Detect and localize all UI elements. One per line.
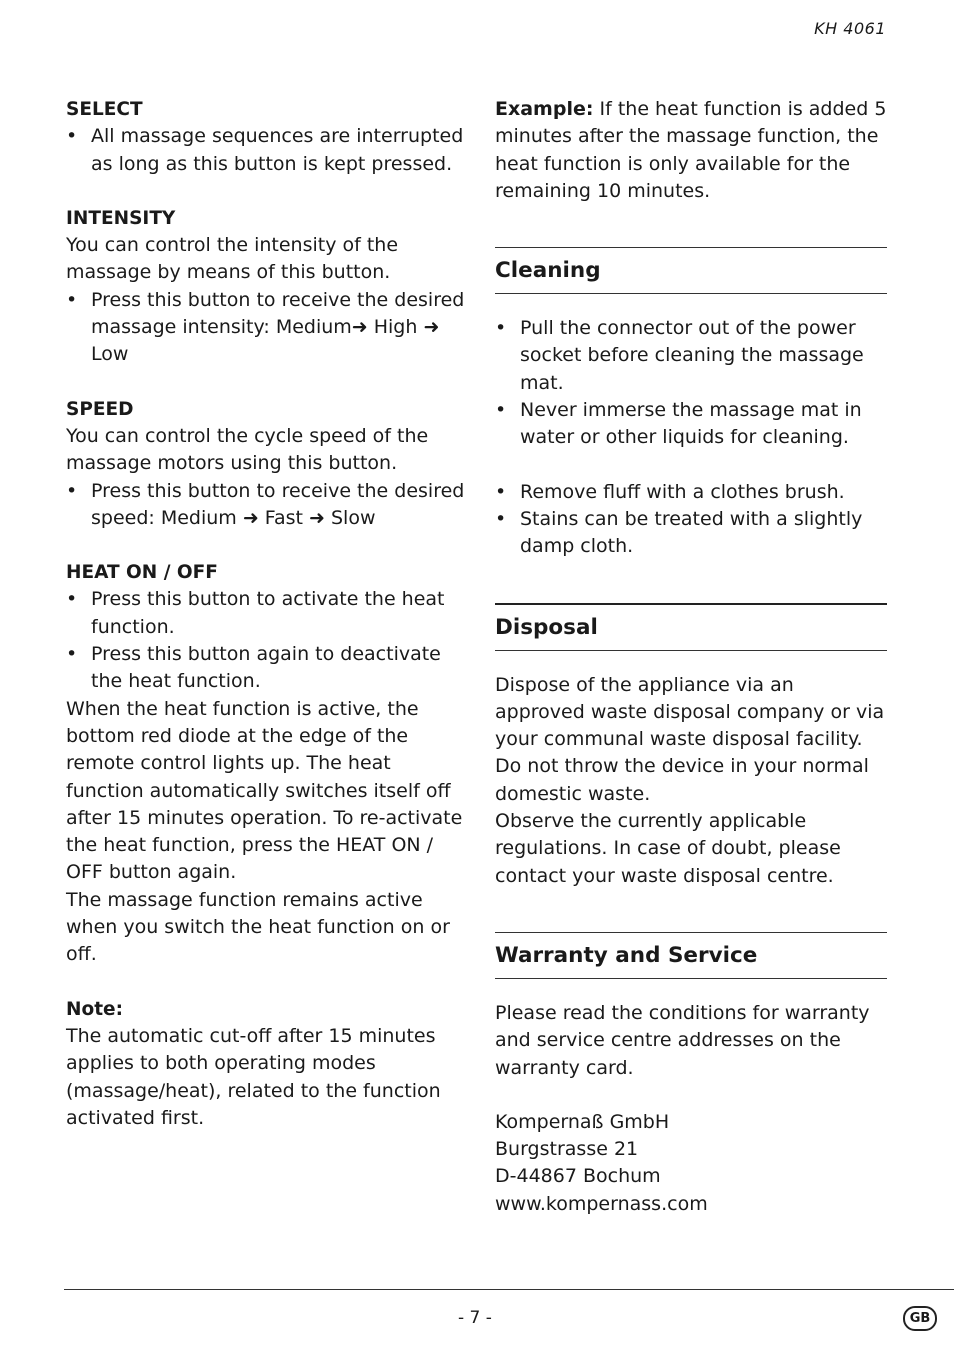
list-item: • Stains can be treated with a slightly damp cloth. xyxy=(495,506,887,561)
address-line: Burgstrasse 21 xyxy=(495,1138,639,1161)
language-badge: GB xyxy=(903,1306,937,1331)
intensity-list xyxy=(66,287,466,369)
speed-heading: SPEED xyxy=(66,398,134,420)
disposal-heading: Disposal xyxy=(495,614,598,640)
warranty-section-header xyxy=(495,932,887,979)
list-item: • Pull the connector out of the power socket before cleaning the massage mat. xyxy=(495,315,887,397)
disposal-text-2: Do not throw the device in your normal domestic waste. xyxy=(495,755,869,805)
list-item: • Press this button to activate the heat function. xyxy=(66,586,466,641)
cleaning-list-2 xyxy=(495,479,887,561)
heat-list xyxy=(66,586,466,695)
speed-text: You can control the cycle speed of the massage motors using this button. xyxy=(66,424,429,475)
website-link[interactable]: www.kompernass.com xyxy=(495,1192,708,1215)
footer-divider xyxy=(64,1289,954,1290)
intensity-heading: INTENSITY xyxy=(66,207,176,229)
list-item: • Press this button again to deactivate the heat function. xyxy=(66,641,466,696)
select-heading: SELECT xyxy=(66,99,143,120)
intensity-text: You can control the intensity of the massage by means of this button. xyxy=(66,234,399,284)
address-block xyxy=(495,1109,887,1218)
list-item: • Never immerse the massage mat in water or other liquids for cleaning. xyxy=(495,397,887,452)
model-number: KH 4061 xyxy=(814,19,886,38)
speed-list xyxy=(66,478,466,533)
heat-text-1: When the heat function is active, the bottom red diode at the edge of the remote control lights up. The heat function automatically switches itself off after 15 minutes operation. To re-activate the heat function, press the HEAT ON / OFF button again. xyxy=(66,697,463,884)
note-heading: Note: xyxy=(66,998,123,1020)
disposal-section-header xyxy=(495,603,887,651)
list-item: • Remove fluff with a clothes brush. xyxy=(495,479,887,506)
example-text: If the heat function is added 5 minutes after the massage function, the heat function is only available for the remaining 10 minutes. xyxy=(495,98,887,202)
list-item: • Press this button to receive the desired speed: Medium ➜ Fast ➜ Slow xyxy=(66,478,466,533)
disposal-text-3: Observe the currently applicable regulations. In case of doubt, please contact your waste disposal centre. xyxy=(495,810,841,887)
address-line: D-44867 Bochum xyxy=(495,1165,661,1188)
right-column xyxy=(495,96,887,1218)
address-line: Kompernaß GmbH xyxy=(495,1110,670,1133)
cleaning-heading: Cleaning xyxy=(495,258,601,284)
page-number: - 7 - xyxy=(458,1308,492,1328)
select-list xyxy=(66,123,466,178)
warranty-heading: Warranty and Service xyxy=(495,942,758,968)
example-label: Example: xyxy=(495,98,594,120)
list-item: • All massage sequences are interrupted as long as this button is kept pressed. xyxy=(66,123,466,178)
disposal-text-1: Dispose of the appliance via an approved waste disposal company or via your communal waste disposal facility. xyxy=(495,673,885,751)
heat-text-2: The massage function remains active when you switch the heat function on or off. xyxy=(66,888,450,966)
list-item: • Press this button to receive the desired massage intensity: Medium➜ High ➜ Low xyxy=(66,287,466,369)
left-column xyxy=(66,96,466,1132)
warranty-text: Please read the conditions for warranty and service centre addresses on the warranty card. xyxy=(495,1001,870,1079)
cleaning-list-1 xyxy=(495,315,887,451)
note-text: The automatic cut-off after 15 minutes applies to both operating modes (massage/heat), related to the function activated first. xyxy=(66,1024,441,1129)
cleaning-section-header xyxy=(495,247,887,294)
example-paragraph xyxy=(495,96,887,205)
heat-heading: HEAT ON / OFF xyxy=(66,562,218,584)
